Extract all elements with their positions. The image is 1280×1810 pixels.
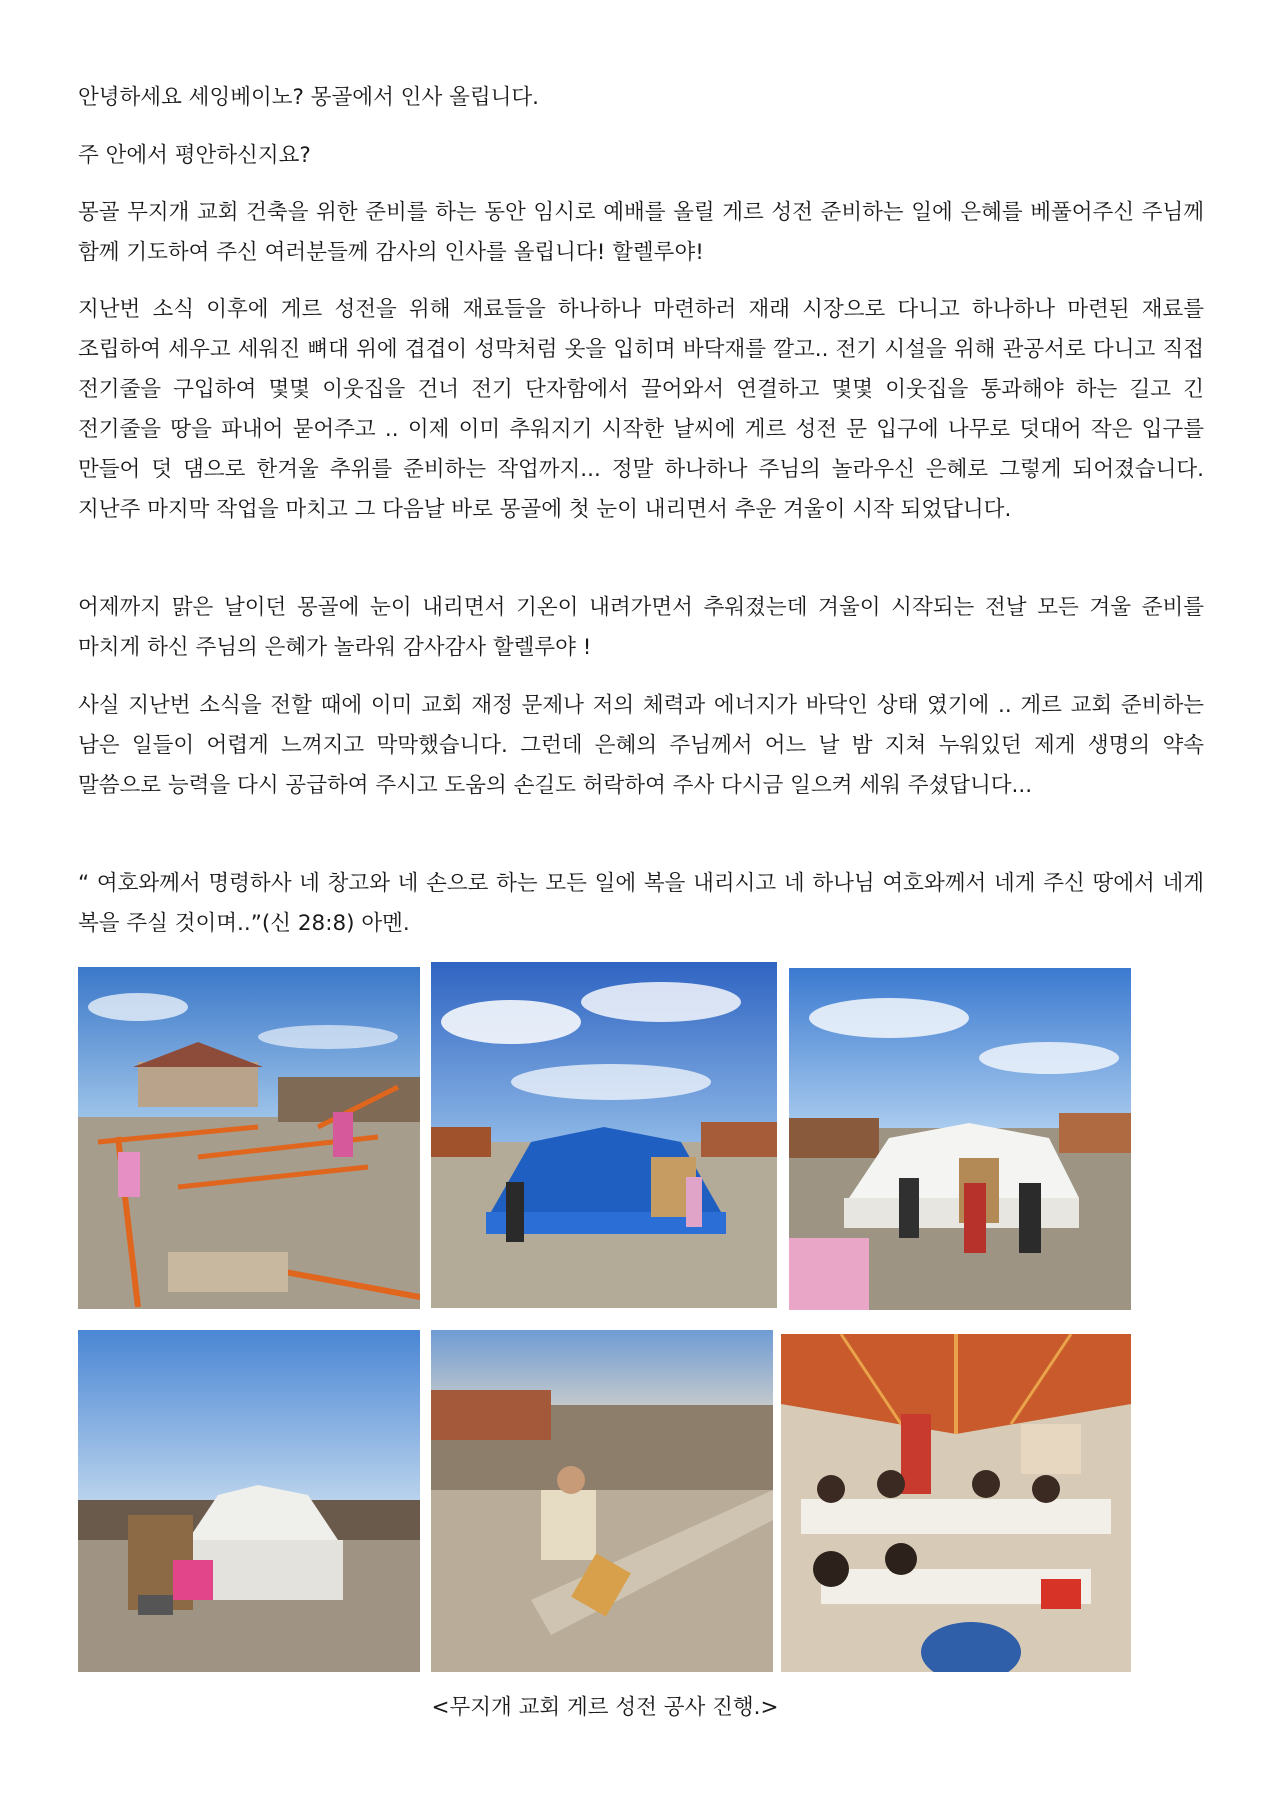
paragraph-wellbeing: 주 안에서 평안하신지요?	[78, 143, 311, 168]
photo-frame-assembly	[78, 967, 420, 1309]
photo-foundation-work	[431, 1330, 773, 1672]
photo-blue-cover	[431, 962, 777, 1308]
paragraph-thanks: 몽골 무지개 교회 건축을 위한 준비를 하는 동안 임시로 예배를 올릴 게르 성전 준비하는 일에 은혜를 베풀어주신 주님께 함께 기도하여 주신 여러분들께 감사의 인사를 올립니다! 할렐루야!	[78, 200, 1204, 265]
thanks-paragraph	[78, 193, 1204, 273]
photo-completed-ger	[78, 1330, 420, 1672]
photo-ger-worship	[781, 1334, 1131, 1672]
winter-paragraph	[78, 588, 1204, 668]
paragraph-scripture: “ 여호와께서 명령하사 네 창고와 네 손으로 하는 모든 일에 복을 내리시고 네 하나님 여호와께서 네게 주신 땅에서 네게 복을 주실 것이며..”(신 28:8) 아멘.	[78, 871, 1204, 936]
scripture-paragraph	[78, 864, 1204, 944]
greeting-paragraph	[78, 78, 1204, 118]
photo-white-cover	[789, 968, 1131, 1310]
paragraph-winter: 어제까지 맑은 날이던 몽골에 눈이 내리면서 기온이 내려가면서 추워졌는데 겨울이 시작되는 전날 모든 겨울 준비를 마치게 하신 주님의 은혜가 놀라워 감사감사 할렐루야 !	[78, 595, 1204, 660]
paragraph-greeting: 안녕하세요 세잉베이노? 몽골에서 인사 올립니다.	[78, 85, 539, 110]
progress-paragraph	[78, 290, 1204, 530]
photo-caption: <무지개 교회 게르 성전 공사 진행.>	[431, 1695, 779, 1720]
paragraph-progress: 지난번 소식 이후에 게르 성전을 위해 재료들을 하나하나 마련하러 재래 시장으로 다니고 하나하나 마련된 재료를 조립하여 세우고 세워진 뼈대 위에 겹겹이 성막처럼 옷을 입히며 바닥재를 깔고.. 전기 시설을 위해 관공서로 다니고 직접 전기줄을 구입하여 몇몇 이웃집을 건너 전기 단자함에서 끌어와서 연결하고 몇몇 이웃집을 통과해야 하는 길고 긴 전기줄을 땅을 파내어 묻어주고 .. 이제 이미 추워지기 시작한 날씨에 게르 성전 문 입구에 나무로 덧대어 작은 입구를 만들어 덧 댐으로 한겨울 추위를 준비하는 작업까지... 정말 하나하나 주님의 놀라우신 은혜로 그렇게 되어졌습니다. 지난주 마지막 작업을 마치고 그 다음날 바로 몽골에 첫 눈이 내리면서 추운 겨울이 시작 되었답니다.	[78, 297, 1204, 522]
testimony-paragraph	[78, 686, 1204, 806]
paragraph-testimony: 사실 지난번 소식을 전할 때에 이미 교회 재정 문제나 저의 체력과 에너지가 바닥인 상태 였기에 .. 게르 교회 준비하는 남은 일들이 어렵게 느껴지고 막막했습니다. 그런데 은혜의 주님께서 어느 날 밤 지쳐 누워있던 제게 생명의 약속 말씀으로 능력을 다시 공급하여 주시고 도움의 손길도 허락하여 주사 다시금 일으켜 세워 주셨답니다...	[78, 693, 1204, 798]
wellbeing-paragraph	[78, 136, 1204, 176]
